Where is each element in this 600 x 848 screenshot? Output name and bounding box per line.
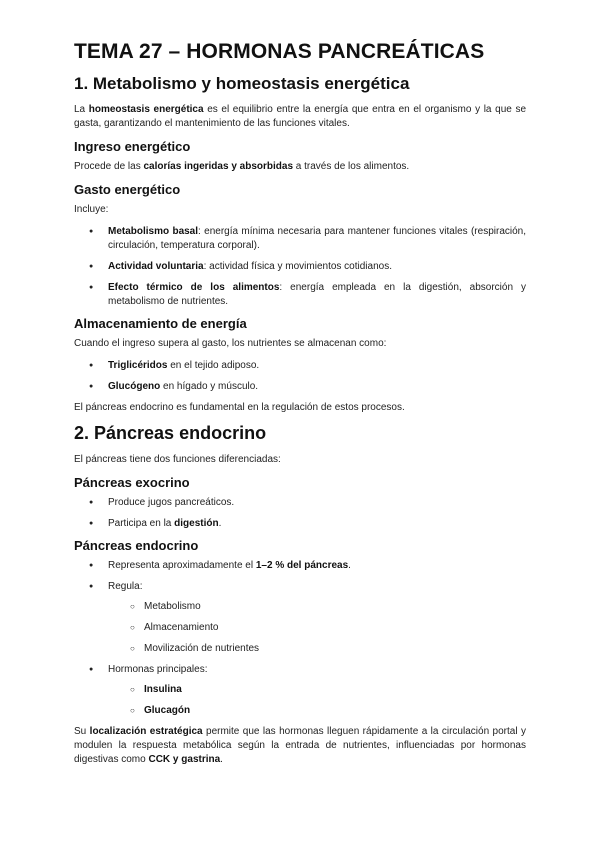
list-item	[74, 580, 526, 656]
list-item: ● Representa aproximadamente el 1–2 % del páncreas.	[74, 559, 526, 573]
almacenamiento-lead: Cuando el ingreso supera al gasto, los nutrientes se almacenan como:	[74, 338, 387, 349]
sublist-item: ○ Movilización de nutrientes	[108, 642, 526, 656]
list-item: ● Actividad voluntaria: actividad física y movimientos cotidianos.	[74, 260, 526, 274]
sublist-item: ○ Almacenamiento	[108, 621, 526, 635]
closing-paragraph: Su localización estratégica permite que las hormonas lleguen rápidamente a la circulación portal y modulen la respuesta metabólica según la entrada de nutrientes, influenciadas por hormonas digestivas como CCK y gastrina.	[74, 726, 526, 765]
ingreso-paragraph: Procede de las calorías ingeridas y absorbidas a través de los alimentos.	[74, 161, 410, 172]
pancreas-note: El páncreas endocrino es fundamental en la regulación de estos procesos.	[74, 402, 405, 413]
ingreso-heading: Ingreso energético	[74, 139, 191, 154]
gasto-list	[74, 225, 526, 309]
sublist-item: ○ Insulina	[108, 683, 526, 697]
section-2-heading: 2. Páncreas endocrino	[74, 423, 267, 443]
list-item: ● Produce jugos pancreáticos.	[74, 496, 526, 510]
document-title: TEMA 27 – HORMONAS PANCREÁTICAS	[74, 40, 485, 63]
section-1-heading: 1. Metabolismo y homeostasis energética	[74, 74, 410, 93]
exocrino-heading: Páncreas exocrino	[74, 475, 190, 490]
hormonas-sublist	[108, 683, 526, 718]
section-2-intro: El páncreas tiene dos funciones diferenciadas:	[74, 454, 281, 465]
list-item: ● Participa en la digestión.	[74, 517, 526, 531]
homeostasis-paragraph: La homeostasis energética es el equilibrio entre la energía que entra en el organismo y la que se gasta, garantizando el mantenimiento de las funciones vitales.	[74, 104, 527, 129]
list-item: ● Efecto térmico de los alimentos: energía empleada en la digestión, absorción y metabolismo de nutrientes.	[74, 281, 526, 309]
list-item: ● Metabolismo basal: energía mínima necesaria para mantener funciones vitales (respiración, circulación, temperatura corporal).	[74, 225, 526, 253]
list-item	[74, 663, 526, 718]
gasto-lead: Incluye:	[74, 204, 109, 215]
hormonas-label: Hormonas principales:	[108, 664, 208, 675]
gasto-heading: Gasto energético	[74, 182, 181, 197]
list-item: ● Triglicéridos en el tejido adiposo.	[74, 359, 526, 373]
almacenamiento-heading: Almacenamiento de energía	[74, 316, 247, 331]
regula-label: Regula:	[108, 581, 143, 592]
exocrino-list	[74, 496, 526, 531]
regula-sublist	[108, 600, 526, 656]
endocrino-heading: Páncreas endocrino	[74, 538, 199, 553]
almacenamiento-list	[74, 359, 526, 394]
sublist-item: ○ Metabolismo	[108, 600, 526, 614]
list-item: ● Glucógeno en hígado y músculo.	[74, 380, 526, 394]
endocrino-list	[74, 559, 526, 718]
sublist-item: ○ Glucagón	[108, 704, 526, 718]
